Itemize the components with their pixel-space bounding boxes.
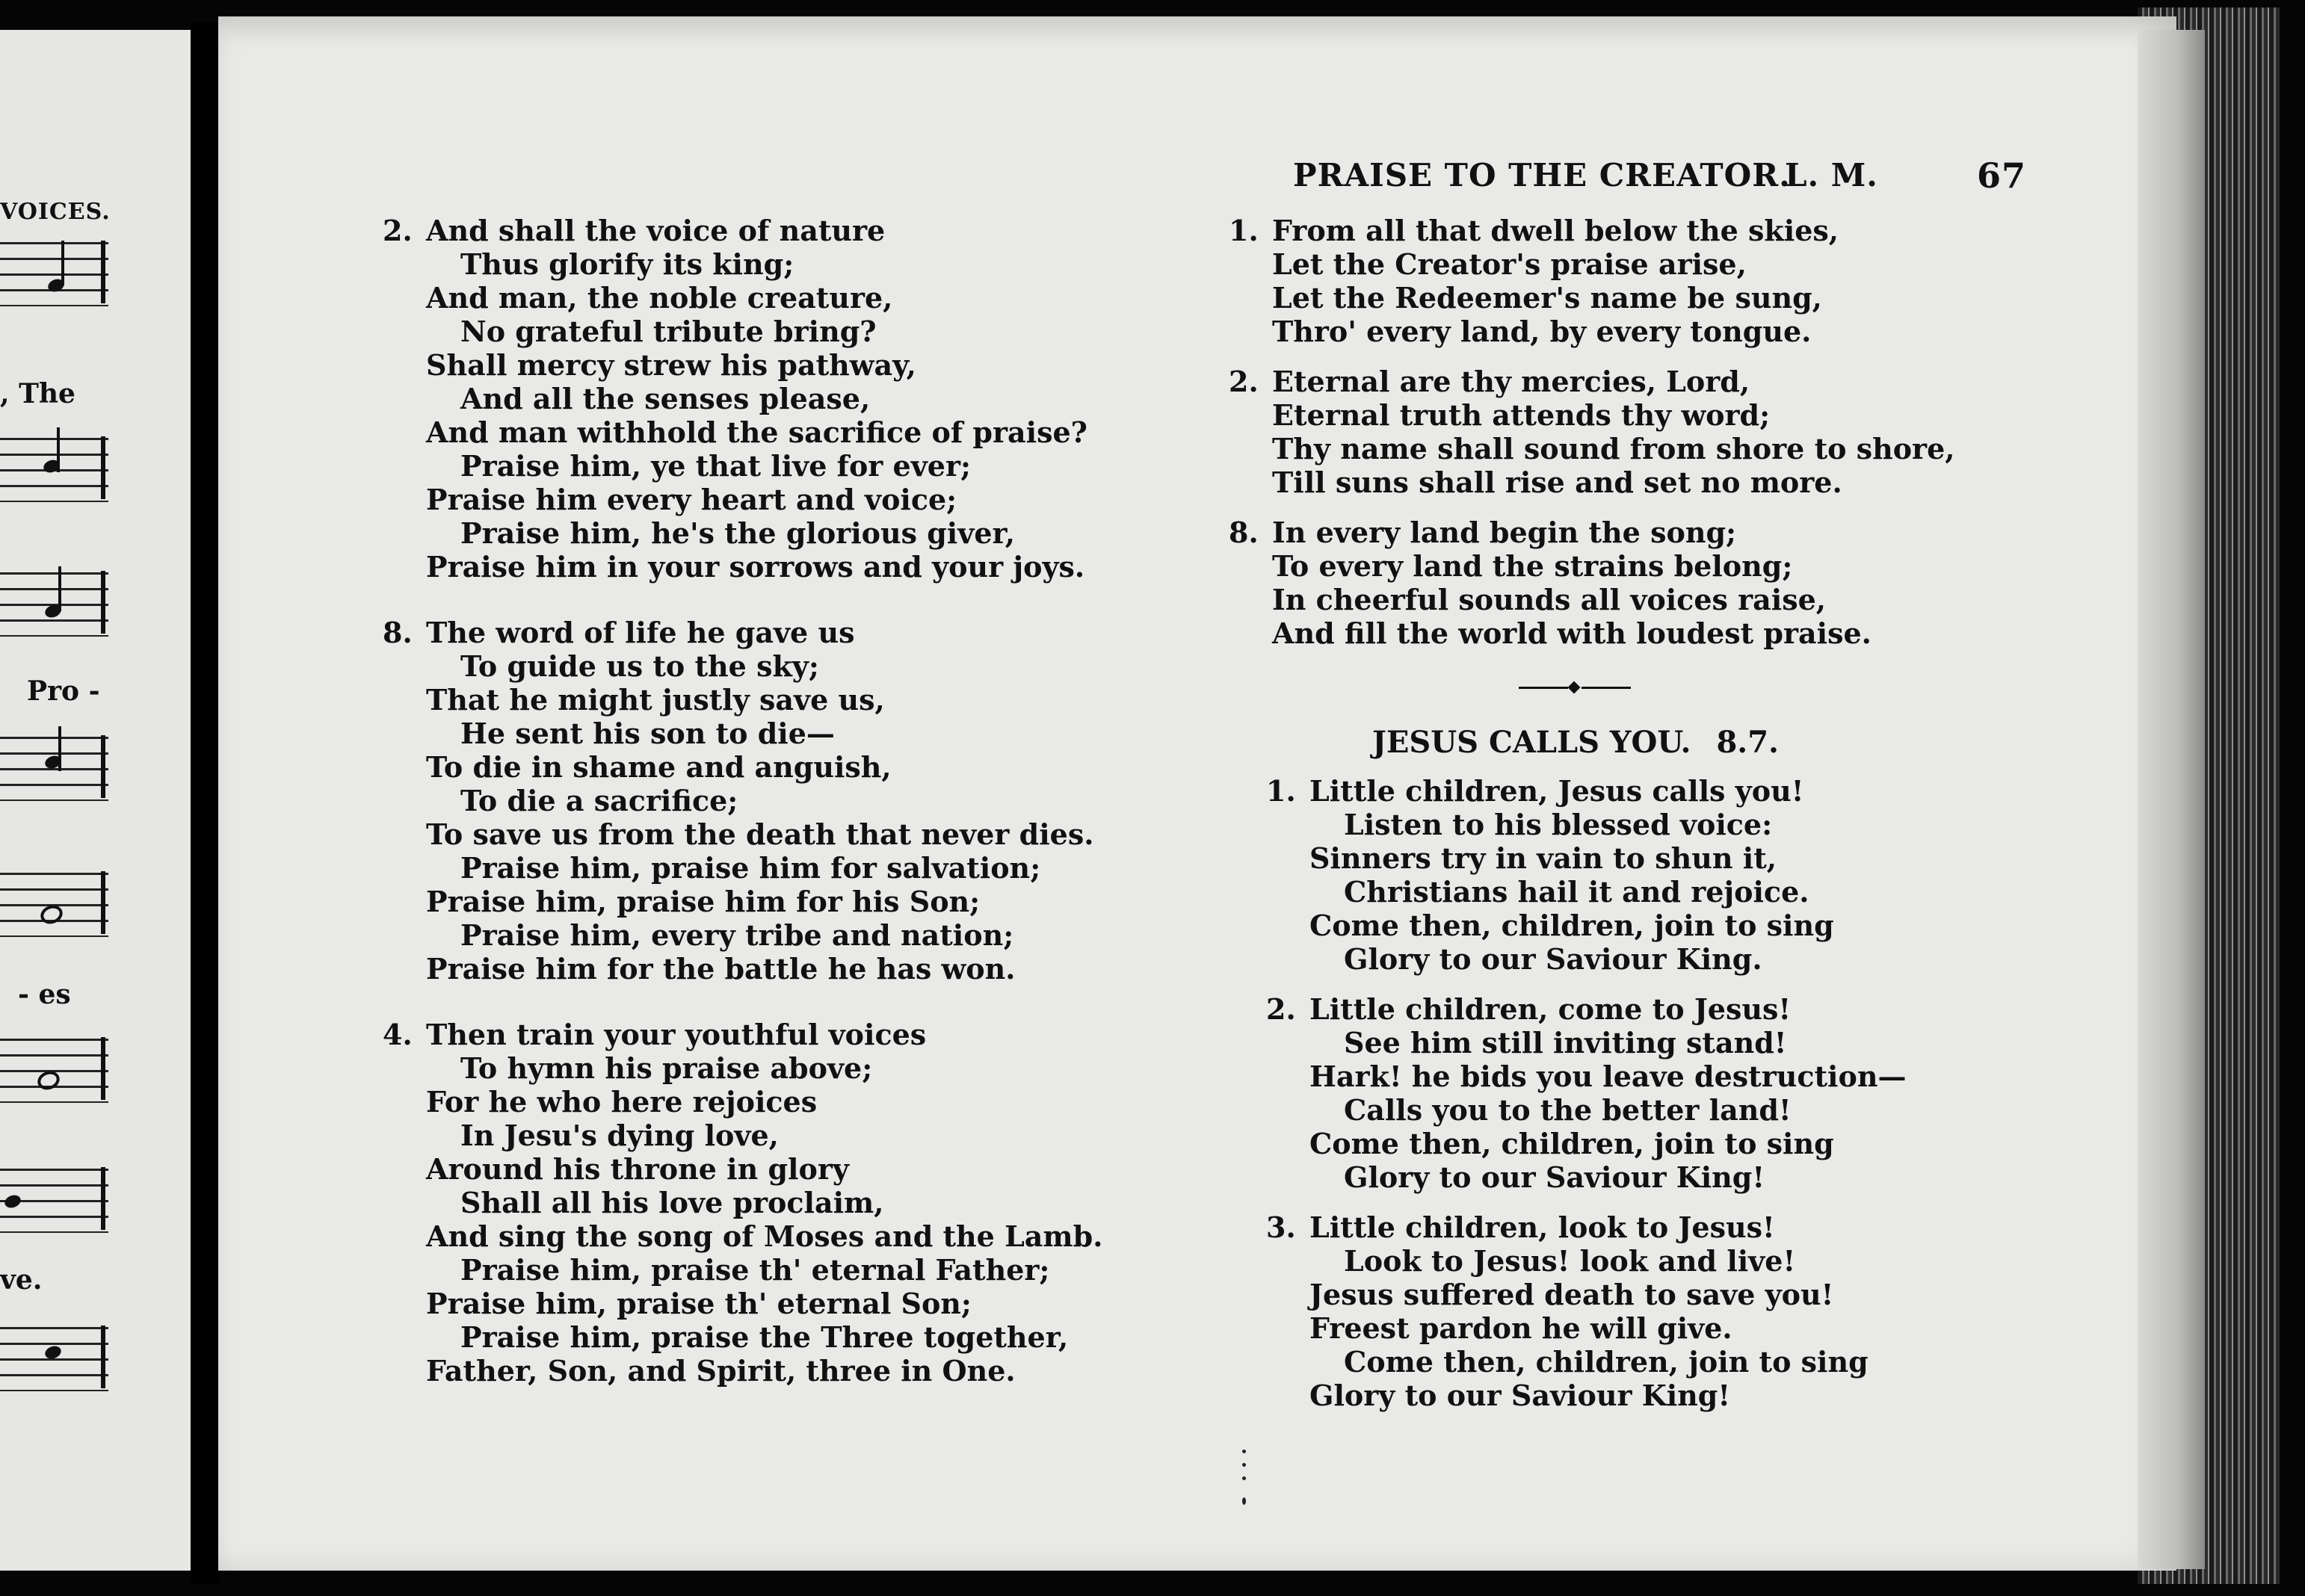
verse-line: In every land begin the song;: [1272, 516, 1737, 549]
stanza: [1229, 365, 1955, 499]
stanza: [383, 1018, 1103, 1388]
lyric-fragment: - es: [18, 979, 71, 1010]
stanza-number: 8.: [1229, 516, 1259, 549]
stanza: [383, 616, 1102, 986]
stanza-number: 2.: [1266, 992, 1296, 1026]
verse-line: Praise him, he's the glorious giver,: [460, 516, 1015, 550]
stanza: [1266, 1210, 1906, 1412]
verse-line: Praise him every heart and voice;: [426, 483, 957, 516]
stanza-number: 1.: [1229, 214, 1259, 247]
print-specks: [1242, 1450, 1250, 1509]
verse-line: Christians hail it and rejoice.: [1344, 875, 1809, 909]
verse-line: Listen to his blessed voice:: [1344, 808, 1773, 841]
verse-line: He sent his son to die—: [460, 717, 835, 750]
verse-line: In Jesu's dying love,: [460, 1119, 779, 1152]
verse-line: Praise him for the battle he has won.: [426, 952, 1016, 986]
verse-line: To every land the strains belong;: [1272, 549, 1793, 583]
page-edge-shading: [2138, 30, 2205, 1569]
verse-line: Praise him in your sorrows and your joys.: [426, 550, 1085, 584]
verse-line: And man withhold the sacrifice of praise?: [426, 415, 1087, 449]
verse-line: In cheerful sounds all voices raise,: [1272, 583, 1826, 616]
verse-line: Praise him, ye that live for ever;: [460, 449, 972, 483]
verse-line: And all the senses please,: [460, 382, 871, 415]
verse-line: Thro' every land, by every tongue.: [1272, 315, 1812, 348]
verse-line: From all that dwell below the skies,: [1272, 214, 1839, 247]
verse-line: And man, the noble creature,: [426, 281, 893, 315]
stanza-number: 4.: [383, 1018, 413, 1051]
hymn-meter: L. M.: [1785, 157, 1878, 194]
verse-line: And fill the world with loudest praise.: [1272, 616, 1872, 650]
verse-line: To save us from the death that never dies.: [426, 817, 1094, 851]
verse-line: Praise him, praise the Three together,: [460, 1320, 1069, 1354]
music-staff: [0, 1028, 108, 1103]
section-divider: [1519, 683, 1631, 692]
music-staff: [0, 1317, 108, 1391]
verse-line: To die a sacrifice;: [460, 784, 738, 817]
verse-line: And shall the voice of nature: [426, 214, 886, 247]
verse-line: Eternal are thy mercies, Lord,: [1272, 365, 1750, 398]
verse-line: Let the Creator's praise arise,: [1272, 247, 1747, 281]
verse-line: The word of life he gave us: [426, 616, 855, 649]
stanza: [1229, 516, 1954, 650]
hymn-title: JESUS CALLS YOU.: [1372, 725, 1691, 760]
verse-line: Around his throne in glory: [426, 1152, 849, 1186]
hymn-heading: [1372, 725, 1779, 760]
verse-line: Freest pardon he will give.: [1309, 1311, 1732, 1345]
verse-line: Praise him, praise him for salvation;: [460, 851, 1041, 885]
jesus-calls-column: [1266, 774, 1907, 1412]
music-staff: [0, 562, 108, 637]
verse-line: Praise him, every tribe and nation;: [460, 918, 1014, 952]
music-staff: [0, 232, 108, 306]
verse-line: Praise him, praise him for his Son;: [426, 885, 981, 918]
verse-line: Hark! he bids you leave destruction—: [1309, 1060, 1907, 1093]
verse-line: Come then, children, join to sing: [1309, 1127, 1834, 1160]
facing-page-heading-fragment: VOICES.: [0, 199, 111, 225]
facing-page: [0, 30, 192, 1571]
hymn-meter: 8.7.: [1716, 725, 1779, 760]
music-staff: [0, 862, 108, 937]
verse-line: That he might justly save us,: [426, 683, 885, 717]
verse-line: Let the Redeemer's name be sung,: [1272, 281, 1822, 315]
stanza: [1266, 774, 1906, 976]
verse-line: Praise him, praise th' eternal Father;: [460, 1253, 1050, 1287]
verse-line: Little children, look to Jesus!: [1309, 1210, 1775, 1244]
verse-line: For he who here rejoices: [426, 1085, 818, 1119]
verse-line: Little children, come to Jesus!: [1309, 992, 1792, 1026]
stanza-number: 2.: [383, 214, 413, 247]
verse-line: Thus glorify its king;: [460, 247, 794, 281]
verse-line: Calls you to the better land!: [1344, 1093, 1792, 1127]
stanza: [1266, 992, 1907, 1194]
book-gutter: [191, 22, 220, 1584]
verse-line: Till suns shall rise and set no more.: [1272, 466, 1842, 499]
verse-line: Glory to our Saviour King.: [1344, 942, 1762, 976]
lyric-fragment: Pro -: [27, 675, 100, 707]
verse-line: Father, Son, and Spirit, three in One.: [426, 1354, 1016, 1388]
music-staff: [0, 726, 108, 801]
verse-line: Then train your youthful voices: [426, 1018, 927, 1051]
page-number: 67: [1977, 155, 2027, 196]
verse-line: Praise him, praise th' eternal Son;: [426, 1287, 972, 1320]
verse-line: Jesus suffered death to save you!: [1309, 1278, 1834, 1311]
verse-line: Little children, Jesus calls you!: [1309, 774, 1804, 808]
lyric-fragment: , The: [0, 378, 75, 409]
verse-line: Come then, children, join to sing: [1344, 1345, 1869, 1379]
lyric-fragment: ve.: [0, 1264, 43, 1296]
verse-line: Eternal truth attends thy word;: [1272, 398, 1771, 432]
hymn-continued-column: [383, 214, 1103, 1388]
page-header: [1293, 157, 2025, 202]
verse-line: To guide us to the sky;: [460, 649, 819, 683]
verse-line: To hymn his praise above;: [460, 1051, 873, 1085]
verse-line: And sing the song of Moses and the Lamb.: [426, 1219, 1103, 1253]
verse-line: Glory to our Saviour King!: [1309, 1379, 1731, 1412]
verse-line: No grateful tribute bring?: [460, 315, 877, 348]
verse-line: Shall mercy strew his pathway,: [426, 348, 916, 382]
stanza: [1229, 214, 1954, 348]
verse-line: See him still inviting stand!: [1344, 1026, 1787, 1060]
stanza-number: 1.: [1266, 774, 1296, 808]
stanza-number: 3.: [1266, 1210, 1296, 1244]
praise-creator-column: [1229, 214, 1955, 650]
stanza-number: 8.: [383, 616, 413, 649]
verse-line: Sinners try in vain to shun it,: [1309, 841, 1777, 875]
verse-line: Shall all his love proclaim,: [460, 1186, 884, 1219]
verse-line: Thy name shall sound from shore to shore,: [1272, 432, 1955, 466]
stanza: [383, 214, 1102, 584]
music-staff: [0, 1158, 108, 1233]
music-staff: [0, 427, 108, 502]
verse-line: To die in shame and anguish,: [426, 750, 892, 784]
verse-line: Look to Jesus! look and live!: [1344, 1244, 1796, 1278]
stanza-number: 2.: [1229, 365, 1259, 398]
hymn-title: PRAISE TO THE CREATOR.: [1293, 157, 1791, 194]
verse-line: Come then, children, join to sing: [1309, 909, 1834, 942]
verse-line: Glory to our Saviour King!: [1344, 1160, 1765, 1194]
